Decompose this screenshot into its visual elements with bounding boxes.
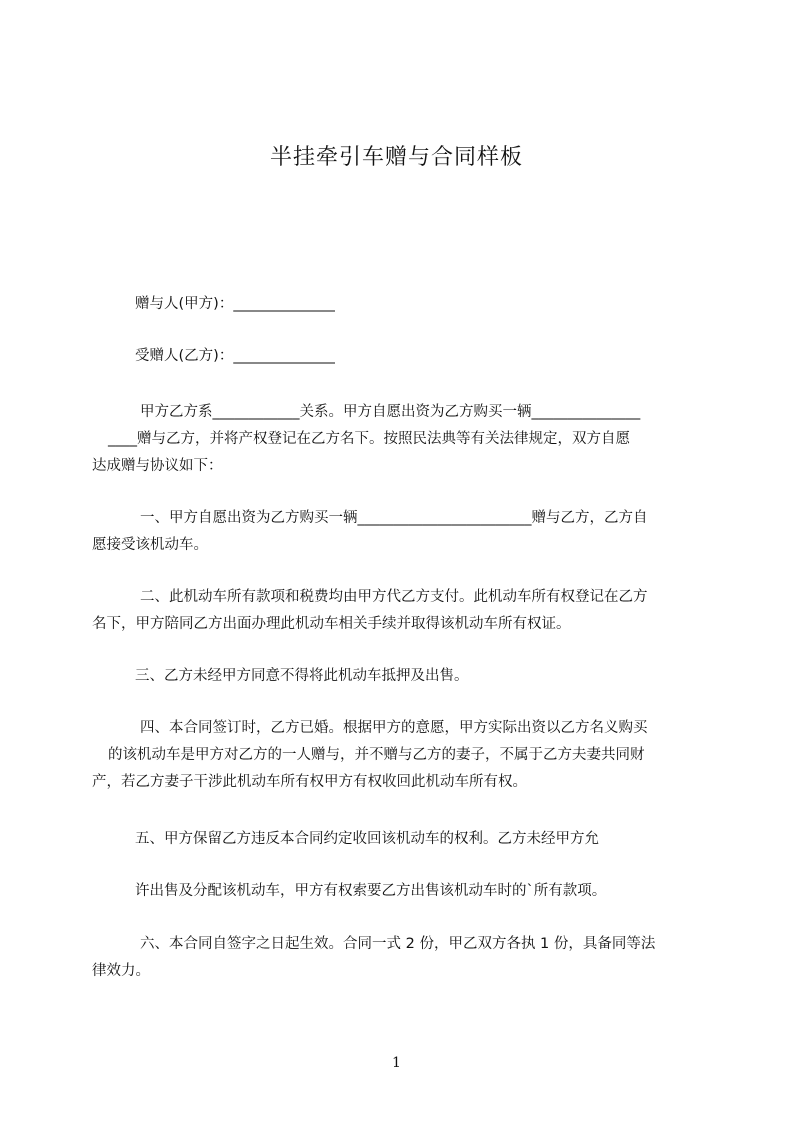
clause-6-line-1: 六、本合同自签字之日起生效。合同一式 2 份，甲乙双方各执 1 份，具备同等法: [140, 936, 656, 952]
intro-line-1: 甲方乙方系____________关系。甲方自愿出资为乙方购买一辆_______________: [140, 404, 641, 420]
document-title: 半挂牵引车赠与合同样板: [269, 145, 523, 170]
intro-line-3: 达成赠与协议如下：: [92, 458, 223, 474]
clause-5-line-1: 五、甲方保留乙方违反本合同约定收回该机动车的权利。乙方未经甲方允: [135, 831, 599, 847]
clause-6-line-2: 律效力。: [92, 963, 150, 979]
clause-4-line-1: 四、本合同签订时，乙方已婚。根据甲方的意愿，甲方实际出资以乙方名义购买: [140, 720, 648, 736]
clause-4-line-3: 产，若乙方妻子干涉此机动车所有权甲方有权收回此机动车所有权。: [92, 774, 527, 790]
intro-line-2: ____赠与乙方，并将产权登记在乙方名下。按照民法典等有关法律规定，双方自愿: [108, 431, 630, 447]
clause-1-line-1: 一、甲方自愿出资为乙方购买一辆________________________赠与乙方，乙方自: [140, 510, 648, 526]
clause-1-line-2: 愿接受该机动车。: [92, 537, 208, 553]
clause-2-line-1: 二、此机动车所有款项和税费均由甲方代乙方支付。此机动车所有权登记在乙方: [140, 589, 648, 605]
clause-3: 三、乙方未经甲方同意不得将此机动车抵押及出售。: [135, 668, 469, 684]
page-number: 1: [392, 1055, 401, 1071]
clause-2-line-2: 名下，甲方陪同乙方出面办理此机动车相关手续并取得该机动车所有权证。: [92, 616, 571, 632]
recipient-line: 受赠人(乙方)：______________: [135, 348, 335, 364]
clause-5-line-2: 许出售及分配该机动车，甲方有权索要乙方出售该机动车时的`所有款项。: [135, 883, 607, 899]
donor-line: 赠与人(甲方)：______________: [135, 296, 335, 312]
clause-4-line-2: 的该机动车是甲方对乙方的一人赠与，并不赠与乙方的妻子，不属于乙方夫妻共同财: [108, 747, 645, 763]
